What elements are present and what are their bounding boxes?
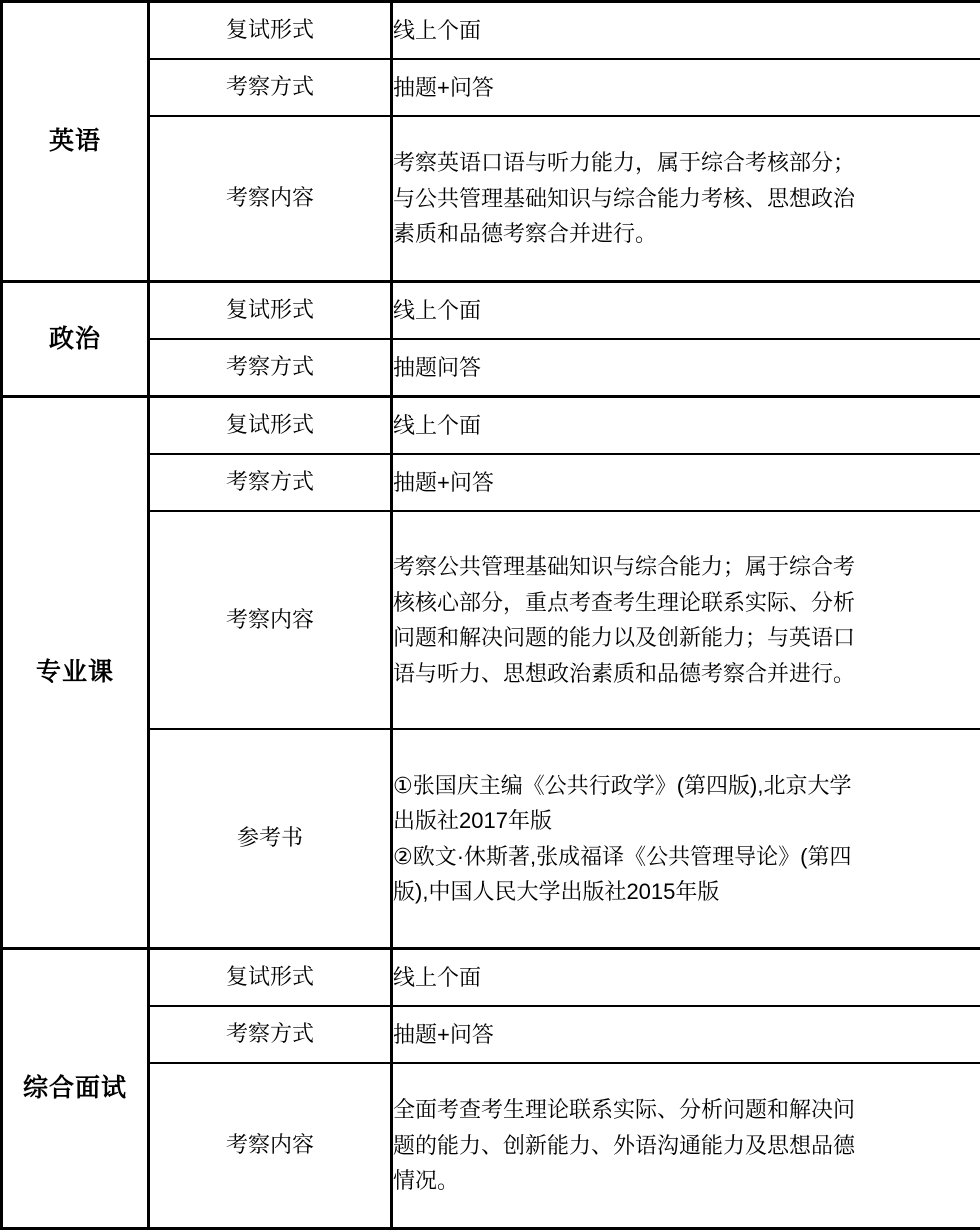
- content-line: 线上个面: [393, 964, 482, 990]
- content-line: 问题和解决问题的能力以及创新能力；与英语口: [393, 625, 856, 651]
- table-row: [2, 1063, 980, 1228]
- aspect-label: 复试形式: [149, 397, 392, 455]
- content-line: 抽题问答: [393, 354, 482, 380]
- content-cell: [392, 116, 980, 281]
- content-line: 素质和品德考察合并进行。: [393, 221, 658, 247]
- content-line: 线上个面: [393, 17, 482, 43]
- table-row: [2, 339, 980, 397]
- content-line: ①张国庆主编《公共行政学》(第四版),北京大学: [393, 772, 852, 798]
- aspect-label: 考察内容: [149, 116, 392, 281]
- content-line: 考察英语口语与听力能力，属于综合考核部分；: [393, 149, 856, 175]
- content-line: 线上个面: [393, 297, 482, 323]
- aspect-label: 考察内容: [149, 511, 392, 729]
- table-row: [2, 1006, 980, 1063]
- content-cell: [392, 729, 980, 948]
- table-row: [2, 454, 980, 511]
- content-line: 版),中国人民大学出版社2015年版: [393, 879, 720, 905]
- content-cell: [392, 511, 980, 729]
- subject-label: 政治: [2, 281, 149, 396]
- content-line: 抽题+问答: [393, 74, 494, 100]
- aspect-label: 考察方式: [149, 59, 392, 116]
- table-row: [2, 511, 980, 729]
- exam-table-body: [2, 2, 980, 1229]
- aspect-label: 考察方式: [149, 339, 392, 397]
- content-line: 抽题+问答: [393, 1021, 494, 1047]
- subject-label: 专业课: [2, 397, 149, 949]
- content-line: 语与听力、思想政治素质和品德考察合并进行。: [393, 660, 856, 686]
- subject-label: 综合面试: [2, 949, 149, 1229]
- aspect-label: 复试形式: [149, 281, 392, 339]
- aspect-label: 复试形式: [149, 2, 392, 60]
- aspect-label: 参考书: [149, 729, 392, 948]
- table-row: [2, 729, 980, 948]
- aspect-label: 考察方式: [149, 454, 392, 511]
- table-row: [2, 2, 980, 60]
- content-line: 全面考查考生理论联系实际、分析问题和解决问: [393, 1097, 856, 1123]
- aspect-label: 复试形式: [149, 949, 392, 1007]
- aspect-label: 考察内容: [149, 1063, 392, 1228]
- content-line: ②欧文·休斯著,张成福译《公共管理导论》(第四: [393, 843, 852, 869]
- content-cell: [392, 949, 980, 1007]
- table-row: [2, 116, 980, 281]
- content-line: 题的能力、创新能力、外语沟通能力及思想品德: [393, 1132, 856, 1158]
- aspect-label: 考察方式: [149, 1006, 392, 1063]
- content-cell: [392, 339, 980, 397]
- table-row: [2, 59, 980, 116]
- content-cell: [392, 454, 980, 511]
- content-line: 核核心部分，重点考查考生理论联系实际、分析: [393, 589, 856, 615]
- table-row: [2, 281, 980, 339]
- content-cell: [392, 397, 980, 455]
- table-row: [2, 949, 980, 1007]
- content-cell: [392, 1006, 980, 1063]
- content-line: 情况。: [393, 1168, 460, 1194]
- table-row: [2, 397, 980, 455]
- content-line: 与公共管理基础知识与综合能力考核、思想政治: [393, 185, 856, 211]
- subject-label: 英语: [2, 2, 149, 282]
- content-cell: [392, 2, 980, 60]
- content-line: 抽题+问答: [393, 469, 494, 495]
- content-line: 考察公共管理基础知识与综合能力；属于综合考: [393, 553, 856, 579]
- content-cell: [392, 281, 980, 339]
- content-line: 出版社2017年版: [393, 808, 552, 834]
- content-cell: [392, 1063, 980, 1228]
- content-line: 线上个面: [393, 412, 482, 438]
- content-cell: [392, 59, 980, 116]
